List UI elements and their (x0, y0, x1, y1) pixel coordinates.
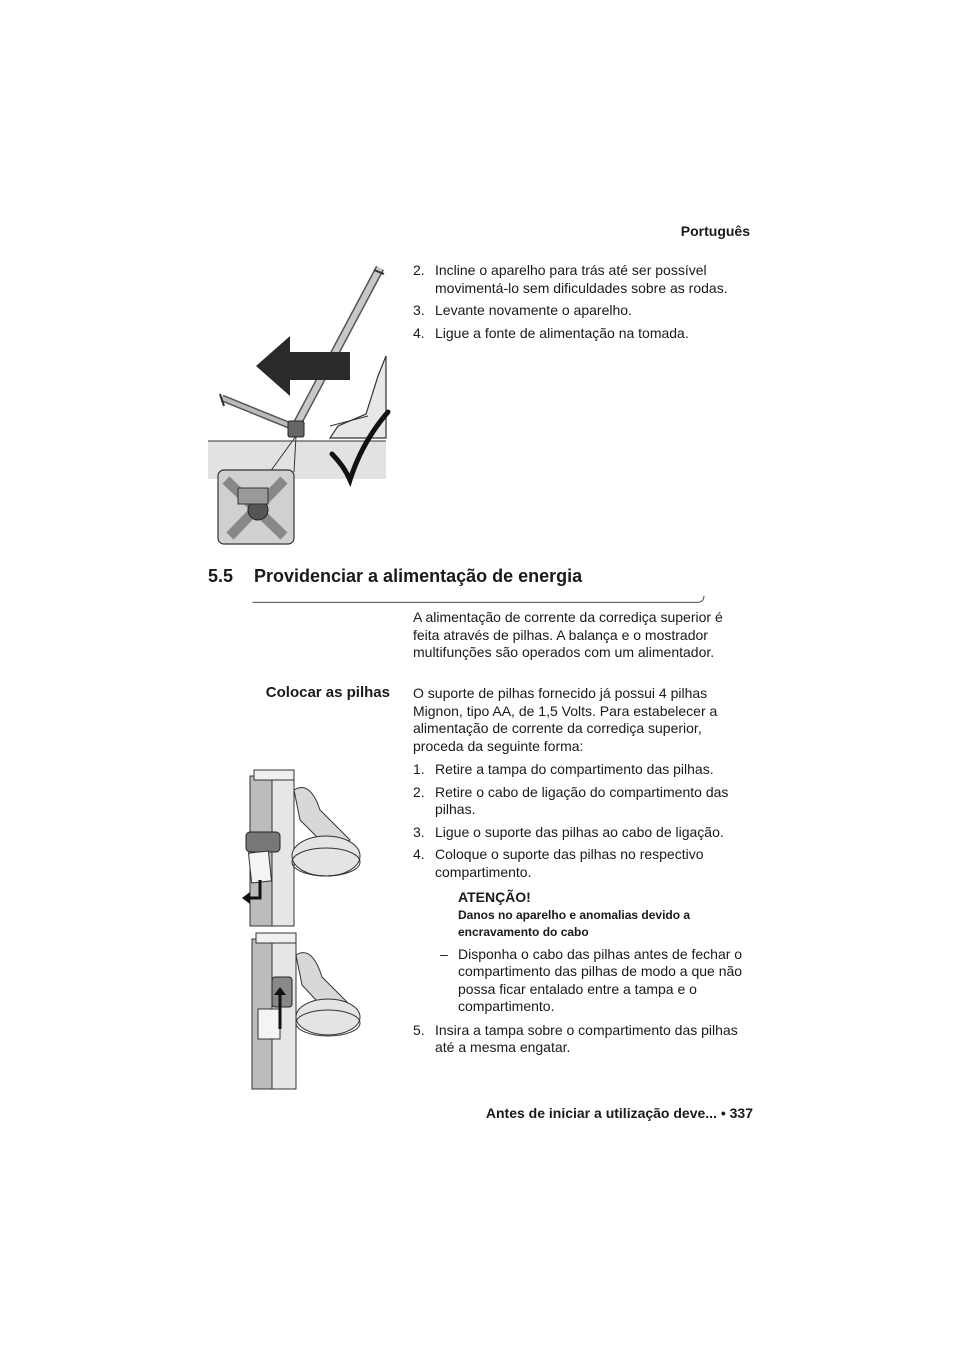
section-heading (208, 566, 582, 587)
list-item: 4. Ligue a fonte de alimentação na tomada. (413, 324, 689, 341)
final-step-list (413, 1022, 753, 1057)
battery-cover-insert-illustration (250, 933, 365, 1091)
top-steps-list (413, 262, 753, 342)
list-item: 1. Retire a tampa do compartimento das pilhas. (413, 761, 714, 777)
list-item: 4. Coloque o suporte das pilhas no respectivo compartimento. (413, 846, 704, 880)
list-item: 2. Retire o cabo de ligação do compartimento das pilhas. (413, 783, 729, 817)
warning-box (440, 889, 753, 1016)
warning-subtitle: Danos no aparelho e anomalias devido a encravamento do cabo (458, 907, 691, 939)
warning-item: – Disponha o cabo das pilhas antes de fechar o compartimento das pilhas de modo a que não possa ficar entalado entre a tampa e o compartimento. (440, 945, 743, 1014)
warning-title: ATENÇÃO! (458, 889, 531, 905)
list-item: 3. Levante novamente o aparelho. (413, 302, 632, 318)
page-footer: Antes de iniciar a utilização deve... • 337 (485, 1105, 753, 1121)
batteries-steps-list (413, 761, 753, 881)
batteries-heading: Colocar as pilhas (265, 684, 390, 701)
section-title: Providenciar a alimentação de energia (254, 566, 583, 586)
list-item: 2. Incline o aparelho para trás até ser possível movimentá-lo sem dificuldades sobre as rodas. (413, 262, 728, 296)
page-language: Português (680, 223, 750, 239)
list-item: 5. Insira a tampa sobre o compartimento das pilhas até a mesma engatar. (413, 1021, 738, 1055)
section-intro: A alimentação de corrente da corrediça superior é feita através de pilhas. A balança e o mostrador multifunções são operados com um alimentador. (413, 609, 723, 660)
section-rule (208, 594, 750, 604)
section-number: 5.5 (208, 566, 234, 586)
list-item: 3. Ligue o suporte das pilhas ao cabo de ligação. (413, 823, 724, 840)
battery-cover-removal-illustration (240, 770, 365, 930)
tilt-device-illustration (208, 266, 388, 548)
batteries-intro: O suporte de pilhas fornecido já possui 4 pilhas Mignon, tipo AA, de 1,5 Volts. Para estabelecer a alimentação de corrente da corrediça superior, proceda da seguinte forma: (413, 685, 718, 754)
